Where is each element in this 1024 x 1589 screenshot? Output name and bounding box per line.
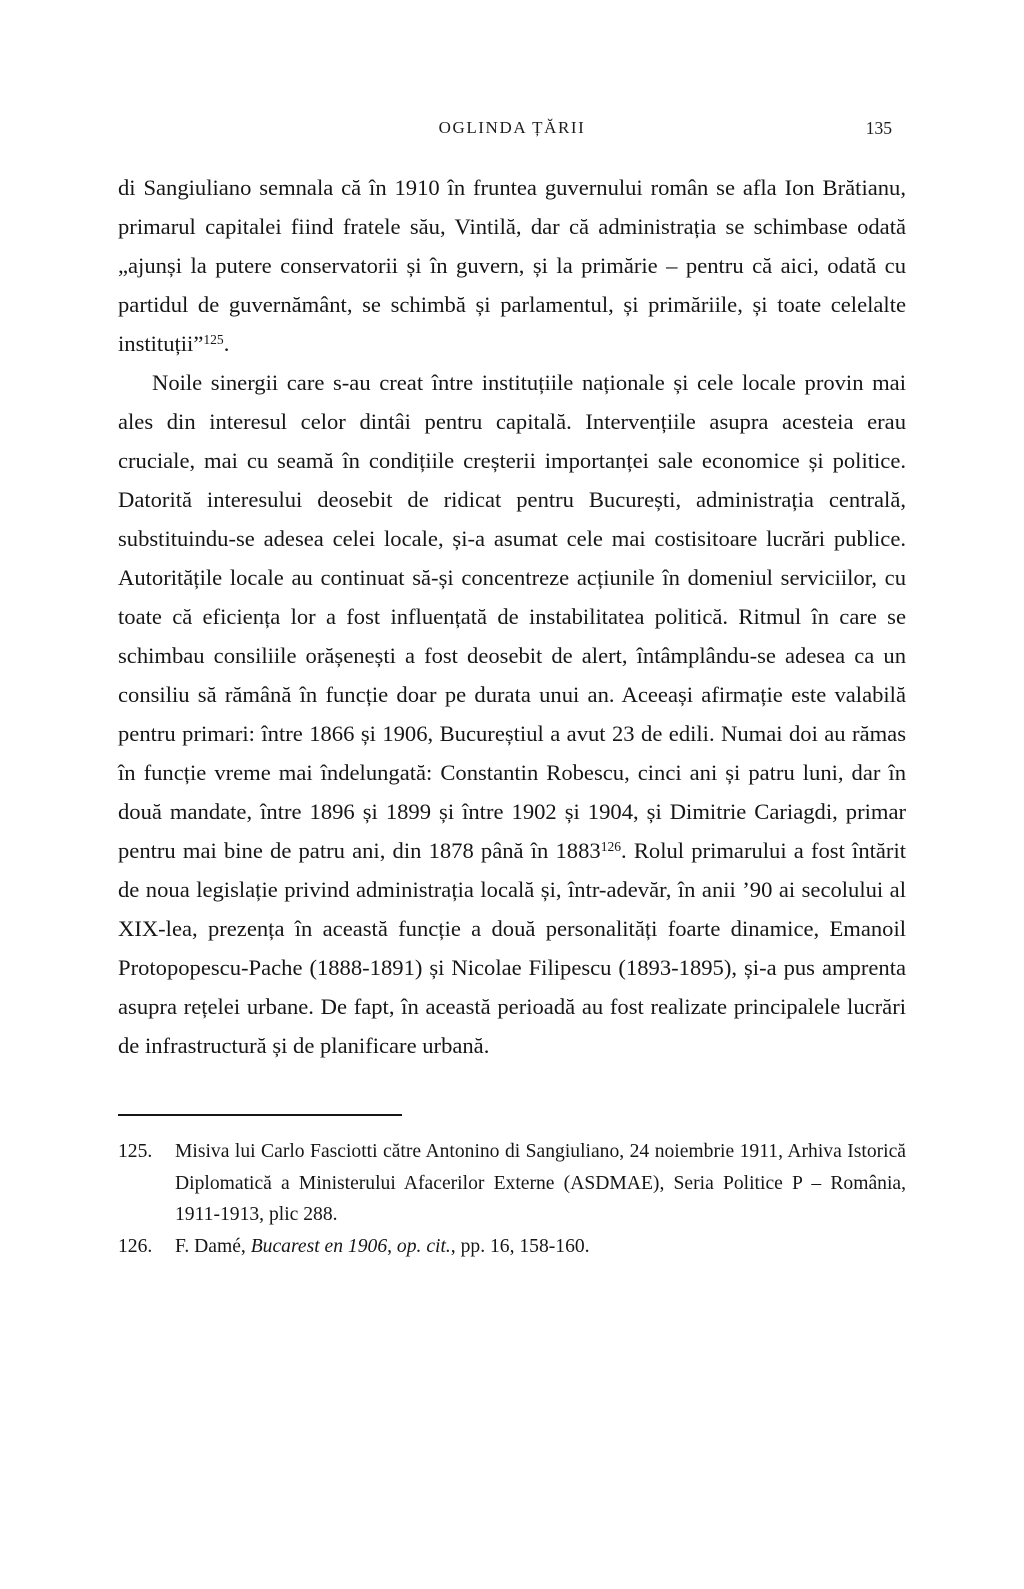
page-number: 135 — [865, 118, 892, 138]
footnote-126 — [118, 1231, 906, 1263]
page-header-title: OGLINDA ȚĂRII — [438, 118, 586, 137]
paragraph-1 — [118, 168, 906, 363]
text-run: op. cit. — [396, 1235, 451, 1257]
footnote-number: 125. — [118, 1141, 153, 1162]
footnote-reference: 125 — [203, 331, 224, 347]
text-run: Bucarest en 1906 — [250, 1235, 388, 1257]
text-run: Noile sinergii care s-au creat între instituțiile naționale și cele locale provin mai ales din interesul celor dintâi pentru capitală. Intervențiile asupra acesteia erau cruciale, mai cu seamă în condițiile creșterii importanței sale economice și politice. Datorită interesului deosebit de ridicat pentru București, administrația centrală, substituindu-se adesea celei locale, și-a asumat cele mai costisitoare lucrări publice. Autoritățile locale au continuat să-și concentreze acțiunile în domeniul serviciilor, cu toate că eficiența lor a fost influențată de instabilitatea politică. Ritmul în care se schimbau consiliile orășenești a fost deosebit de alert, întâmplându-se adesea ca un consiliu să rămână în funcție doar pe durata unui an. Aceeași afirmație este valabilă pentru primari: între 1866 și 1906, Bucureștiul a avut 23 de edili. Numai doi au rămas în funcție vreme mai îndelungată: Constantin Robescu, cinci ani și patru luni, dar în două mandate, între 1896 și 1899 și între 1902 și 1904, și Dimitrie Cariagdi, primar pentru mai bine de patru ani, din 1878 până în 1883 — [118, 370, 906, 863]
footnote-separator-rule — [118, 1114, 402, 1116]
text-run: Misiva lui Carlo Fasciotti către Antonino di Sangiuliano, 24 noiembrie 1911, Arhiva Istorică Diplomatică a Ministerului Afacerilor Externe (ASDMAE), Seria Politice P – România, 1911-1913, plic 288. — [175, 1141, 906, 1225]
text-run: , pp. 16, 158-160. — [450, 1235, 590, 1257]
text-run: . — [223, 331, 230, 356]
text-run: . Rolul primarului a fost întărit de noua legislație privind administrația locală și, într-adevăr, în anii ’90 ai secolului al XIX-lea, prezența în această funcție a două personalități foarte dinamice, Emanoil Protopopescu-Pache (1888-1891) și Nicolae Filipescu (1893-1895), și-a pus amprenta asupra rețelei urbane. De fapt, în această perioadă au fost realizate principalele lucrări de infrastructură și de planificare urbană. — [118, 838, 907, 1058]
footnote-text — [175, 1141, 906, 1225]
footnote-number: 126. — [118, 1235, 153, 1257]
footnote-125 — [118, 1136, 906, 1231]
footnotes-section — [118, 1136, 906, 1262]
footnote-reference: 126 — [600, 838, 622, 854]
paragraph-2 — [118, 363, 906, 1065]
text-run: , — [387, 1235, 397, 1257]
footnote-text — [175, 1236, 590, 1257]
running-header — [118, 118, 906, 142]
text-run: F. Damé, — [175, 1235, 251, 1257]
text-run: di Sangiuliano semnala că în 1910 în fruntea guvernului român se afla Ion Brătianu, primarul capitalei fiind fratele său, Vintilă, dar că administrația se schimbase odată „ajunși la putere conservatorii și în guvern, și la primărie – pentru că aici, odată cu partidul de guvernământ, se schimbă și parlamentul, și primăriile, și toate celelalte instituții” — [118, 175, 906, 356]
body-text — [118, 168, 906, 1065]
